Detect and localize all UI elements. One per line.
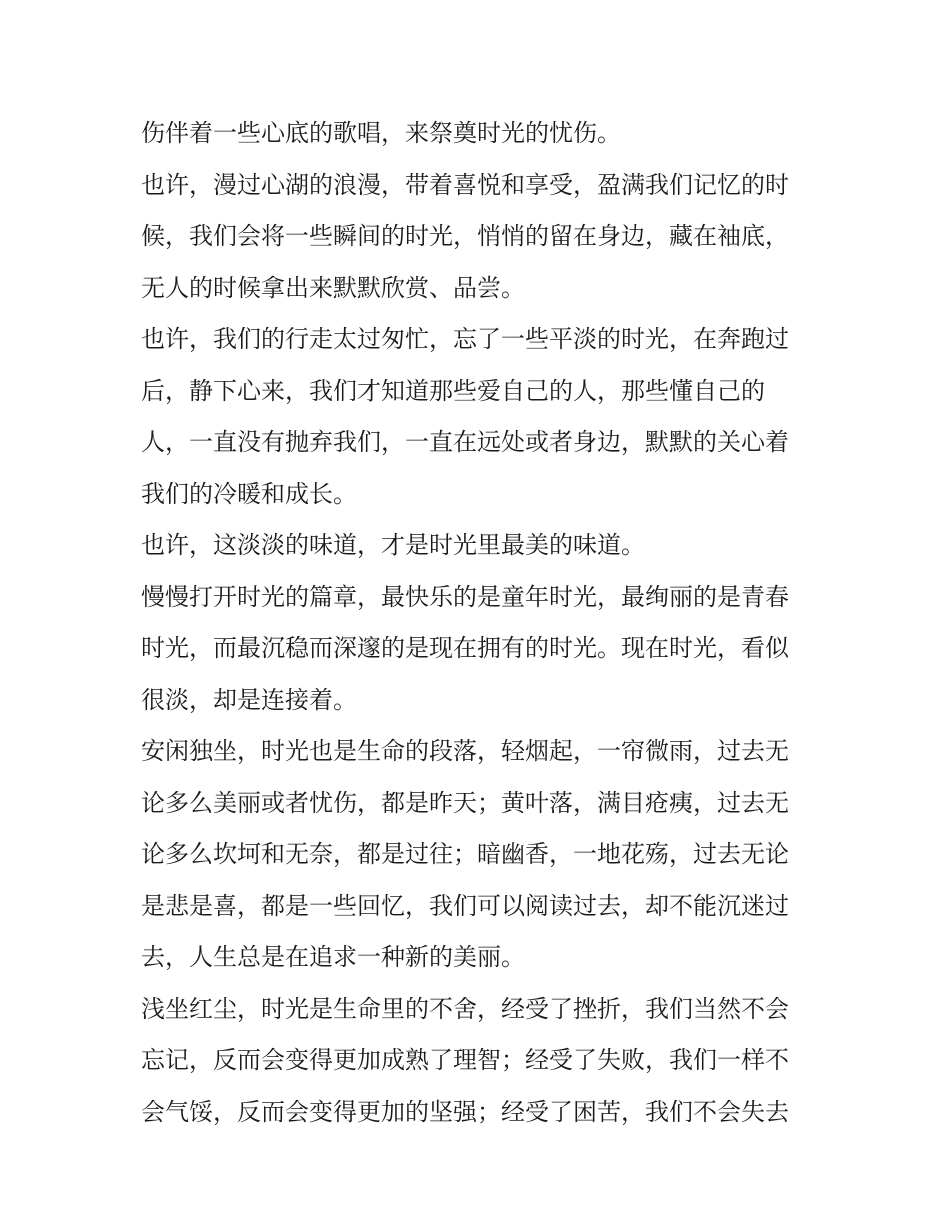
text-line: 候，我们会将一些瞬间的时光，悄悄的留在身边，藏在袖底， bbox=[141, 222, 789, 250]
text-line: 安闲独坐，时光也是生命的段落，轻烟起，一帘微雨，过去无 bbox=[141, 737, 789, 765]
text-line: 也许，我们的行走太过匆忙，忘了一些平淡的时光，在奔跑过 bbox=[141, 325, 789, 353]
text-line: 慢慢打开时光的篇章，最快乐的是童年时光，最绚丽的是青春 bbox=[141, 582, 789, 611]
body-text bbox=[141, 108, 821, 1138]
text-line: 很淡，却是连接着。 bbox=[141, 685, 357, 714]
text-line: 后，静下心来，我们才知道那些爱自己的人，那些懂自己的 bbox=[141, 376, 765, 405]
text-line: 浅坐红尘，时光是生命里的不舍，经受了挫折，我们当然不会 bbox=[141, 994, 789, 1023]
text-line: 忘记，反而会变得更加成熟了理智；经受了失败，我们一样不 bbox=[141, 1046, 789, 1074]
text-line: 去，人生总是在追求一种新的美丽。 bbox=[141, 943, 525, 971]
text-line: 伤伴着一些心底的歌唱，来祭奠时光的忧伤。 bbox=[141, 119, 621, 147]
text-line: 我们的冷暖和成长。 bbox=[141, 479, 357, 508]
text-line: 论多么坎坷和无奈，都是过往；暗幽香，一地花殇，过去无论 bbox=[141, 840, 789, 868]
text-line: 也许，漫过心湖的浪漫，带着喜悦和享受，盈满我们记忆的时 bbox=[141, 170, 789, 199]
text-line: 时光，而最沉稳而深邃的是现在拥有的时光。现在时光，看似 bbox=[141, 634, 789, 662]
text-line: 也许，这淡淡的味道，才是时光里最美的味道。 bbox=[141, 531, 645, 559]
text-line: 无人的时候拿出来默默欣赏、品尝。 bbox=[141, 273, 525, 302]
text-line: 会气馁，反而会变得更加的坚强；经受了困苦，我们不会失去 bbox=[141, 1097, 789, 1126]
text-line: 论多么美丽或者忧伤，都是昨天；黄叶落，满目疮痍，过去无 bbox=[141, 788, 789, 817]
text-line: 是悲是喜，都是一些回忆，我们可以阅读过去，却不能沉迷过 bbox=[141, 891, 789, 920]
text-line: 人，一直没有抛弃我们，一直在远处或者身边，默默的关心着 bbox=[141, 428, 789, 456]
